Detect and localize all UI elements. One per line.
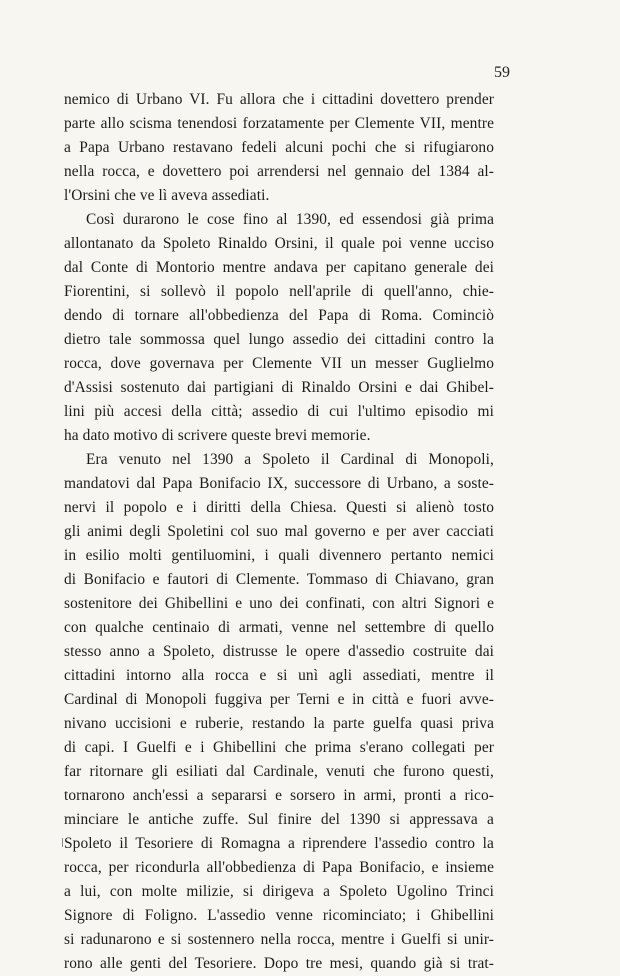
text-line: ha dato motivo di scrivere queste brevi memorie. (64, 427, 371, 444)
text-line: si radunarono e si sostennero nella rocca, mentre i Guelfi si unir- (64, 931, 494, 948)
text-line: parte allo scisma tenendosi forzatamente per Clemente VII, mentre (64, 115, 494, 132)
text-line: in esilio molti gentiluomini, i quali divennero pertanto nemici (64, 547, 494, 564)
text-line: minciare le antiche zuffe. Sul finire del 1390 si appressava a (64, 811, 494, 828)
text-line: Così durarono le cose fino al 1390, ed essendosi già prima (86, 211, 494, 228)
text-line: gli animi degli Spoletini col suo mal governo e per aver cacciati (64, 523, 494, 540)
text-line: far ritornare gli esiliati dal Cardinale, venuti che furono questi, (64, 763, 494, 780)
text-line: Era venuto nel 1390 a Spoleto il Cardinal di Monopoli, (86, 451, 494, 468)
text-line: rocca, per ricondurla all'obbedienza di Papa Bonifacio, e insieme (64, 859, 494, 876)
text-line: l'Orsini che ve lì aveva assediati. (64, 187, 270, 204)
text-line: nella rocca, e dovettero poi arrendersi nel gennaio del 1384 al- (64, 163, 494, 180)
text-line: a lui, con molte milizie, si dirigeva a Spoleto Ugolino Trinci (64, 883, 494, 900)
text-line: Fiorentini, si sollevò il popolo nell'aprile di quell'anno, chie- (64, 283, 494, 300)
text-line: dal Conte di Montorio mentre andava per capitano generale dei (64, 259, 494, 276)
text-line: Spoleto il Tesoriere di Romagna a riprendere l'assedio contro la (64, 835, 494, 852)
text-line: cittadini intorno alla rocca e si unì agli assediati, mentre il (64, 667, 494, 684)
text-line: stesso anno a Spoleto, distrusse le opere d'assedio costruite dai (64, 643, 494, 660)
text-line: di Bonifacio e fautori di Clemente. Tommaso di Chiavano, gran (64, 571, 494, 588)
text-line: allontanato da Spoleto Rinaldo Orsini, il quale poi venne ucciso (64, 235, 494, 252)
text-line: dietro tale sommossa quel lungo assedio dei cittadini contro la (64, 331, 494, 348)
text-line: d'Assisi sostenuto dai partigiani di Rinaldo Orsini e dai Ghibel- (64, 379, 494, 396)
text-line: con qualche centinaio di armati, venne nel settembre di quello (64, 619, 494, 636)
text-line: rono alle genti del Tesoriere. Dopo tre mesi, quando già si trat- (64, 955, 494, 972)
text-line: sostenitore dei Ghibellini e uno dei confinati, con altri Signori e (64, 595, 494, 612)
text-line: rocca, dove governava per Clemente VII un messer Guglielmo (64, 355, 494, 372)
text-line: nivano uccisioni e ruberie, restando la parte guelfa quasi priva (64, 715, 494, 732)
text-line: Cardinal di Monopoli fuggiva per Terni e in città e fuori avve- (64, 691, 494, 708)
text-line: nervi il popolo e i diritti della Chiesa. Questi si alienò tosto (64, 499, 494, 516)
text-line: Signore di Foligno. L'assedio venne ricominciato; i Ghibellini (64, 907, 494, 924)
text-line: nemico di Urbano VI. Fu allora che i cittadini dovettero prender (64, 91, 494, 108)
page-number: 59 (494, 64, 510, 81)
body-text (64, 88, 494, 976)
text-line: dendo di tornare all'obbedienza del Papa di Roma. Cominciò (64, 307, 494, 324)
text-line: mandatovi dal Papa Bonifacio IX, successore di Urbano, a soste- (64, 475, 494, 492)
text-line: tornarono anch'essi a separarsi e sorsero in armi, pronti a rico- (64, 787, 494, 804)
scan-speck (62, 838, 63, 847)
text-line: di capi. I Guelfi e i Ghibellini che prima s'erano collegati per (64, 739, 494, 756)
text-line: a Papa Urbano restavano fedeli alcuni pochi che si rifugiarono (64, 139, 494, 156)
text-line: lini più accesi della città; assedio di cui l'ultimo episodio mi (64, 403, 494, 420)
